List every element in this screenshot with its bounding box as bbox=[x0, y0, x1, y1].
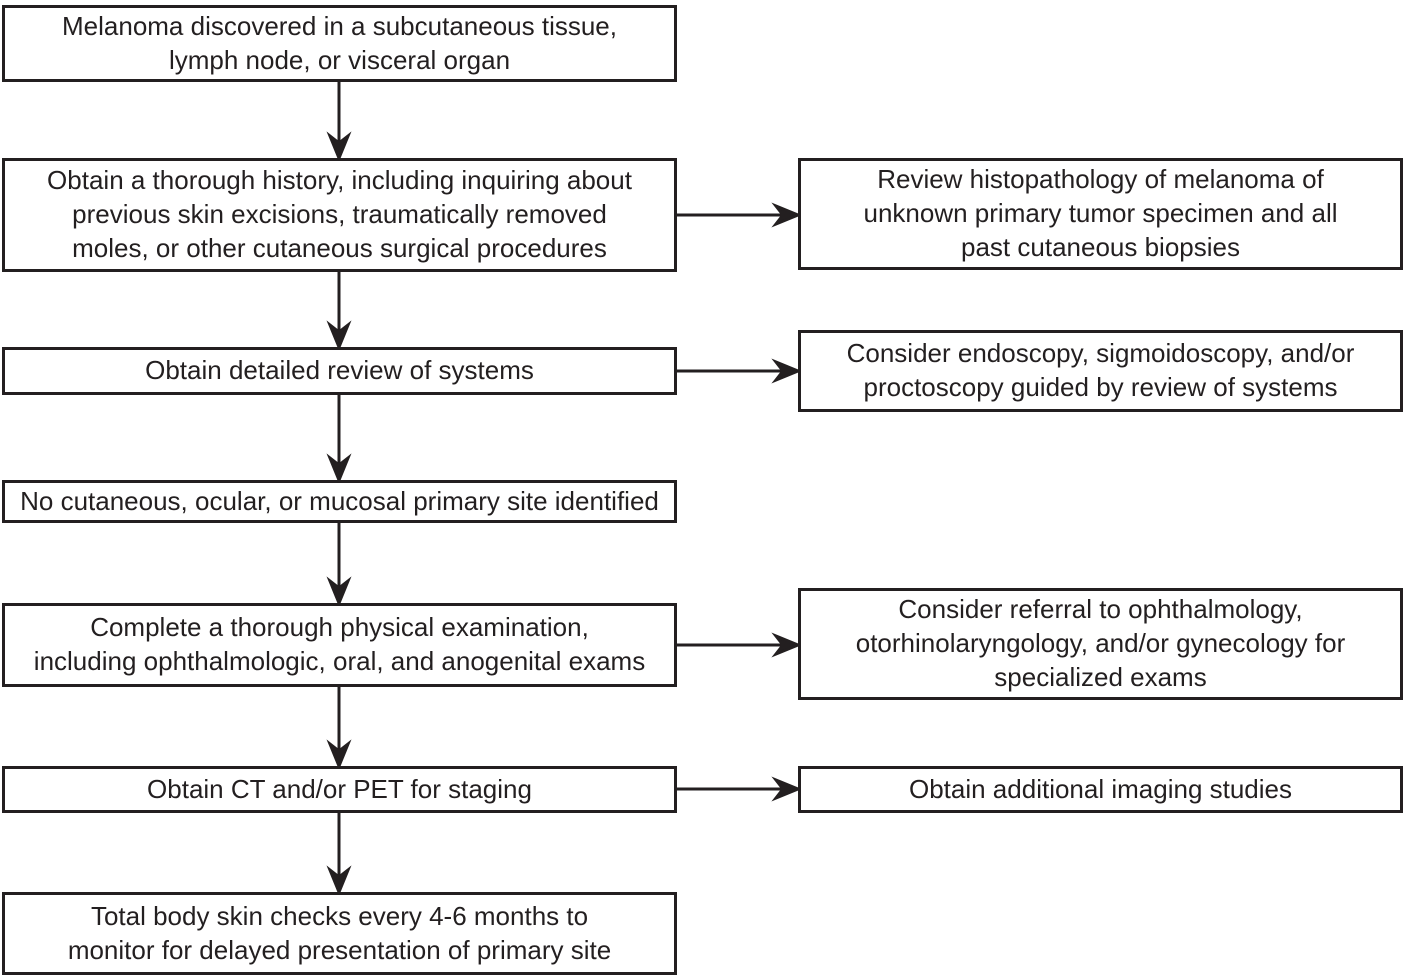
flow-node-discovery bbox=[2, 5, 677, 82]
flow-node-text: Review histopathology of melanoma of unknown primary tumor specimen and all past cutaneous biopsies bbox=[863, 164, 1338, 262]
flow-node-text: Consider endoscopy, sigmoidoscopy, and/or proctoscopy guided by review of systems bbox=[846, 338, 1355, 402]
arrow-history-to-histopathology bbox=[677, 206, 798, 224]
arrow-no-primary-site-to-physical-exam bbox=[330, 523, 348, 603]
flow-node-history bbox=[2, 158, 677, 272]
flow-node-skin-checks bbox=[2, 892, 677, 975]
flow-node-review-of-systems bbox=[2, 347, 677, 395]
flow-node-additional-imaging bbox=[798, 766, 1403, 813]
flow-node-text: Consider referral to ophthalmology, otorhinolaryngology, and/or gynecology for specialized exams bbox=[855, 594, 1346, 692]
arrow-physical-exam-to-specialist-referral bbox=[677, 636, 798, 654]
flow-node-physical-exam bbox=[2, 603, 677, 687]
arrow-imaging-staging-to-additional-imaging bbox=[677, 780, 798, 798]
flow-node-imaging-staging bbox=[2, 766, 677, 813]
arrow-review-of-systems-to-endoscopy bbox=[677, 362, 798, 380]
flow-node-text: Total body skin checks every 4-6 months to monitor for delayed presentation of primary site bbox=[67, 900, 612, 965]
arrow-discovery-to-history bbox=[330, 82, 348, 158]
flow-node-histopathology bbox=[798, 158, 1403, 270]
flow-node-text: No cutaneous, ocular, or mucosal primary site identified bbox=[20, 485, 659, 516]
flow-node-text: Complete a thorough physical examination, including ophthalmologic, oral, and anogenital exams bbox=[33, 612, 646, 676]
flow-node-text: Obtain additional imaging studies bbox=[908, 773, 1293, 804]
flow-node-text: Obtain a thorough history, including inquiring about previous skin excisions, traumatically removed moles, or other cutaneous surgical procedures bbox=[47, 165, 632, 263]
flow-node-text: Obtain CT and/or PET for staging bbox=[147, 773, 532, 804]
flow-node-text: Obtain detailed review of systems bbox=[145, 355, 534, 386]
arrow-history-to-review-of-systems bbox=[330, 272, 348, 347]
flow-node-endoscopy bbox=[798, 330, 1403, 412]
arrow-review-of-systems-to-no-primary-site bbox=[330, 395, 348, 480]
flow-node-text: Melanoma discovered in a subcutaneous tissue, lymph node, or visceral organ bbox=[62, 10, 617, 75]
arrow-physical-exam-to-imaging-staging bbox=[330, 687, 348, 766]
flow-node-no-primary-site bbox=[2, 480, 677, 523]
flow-node-specialist-referral bbox=[798, 588, 1403, 700]
arrow-imaging-staging-to-skin-checks bbox=[330, 813, 348, 892]
